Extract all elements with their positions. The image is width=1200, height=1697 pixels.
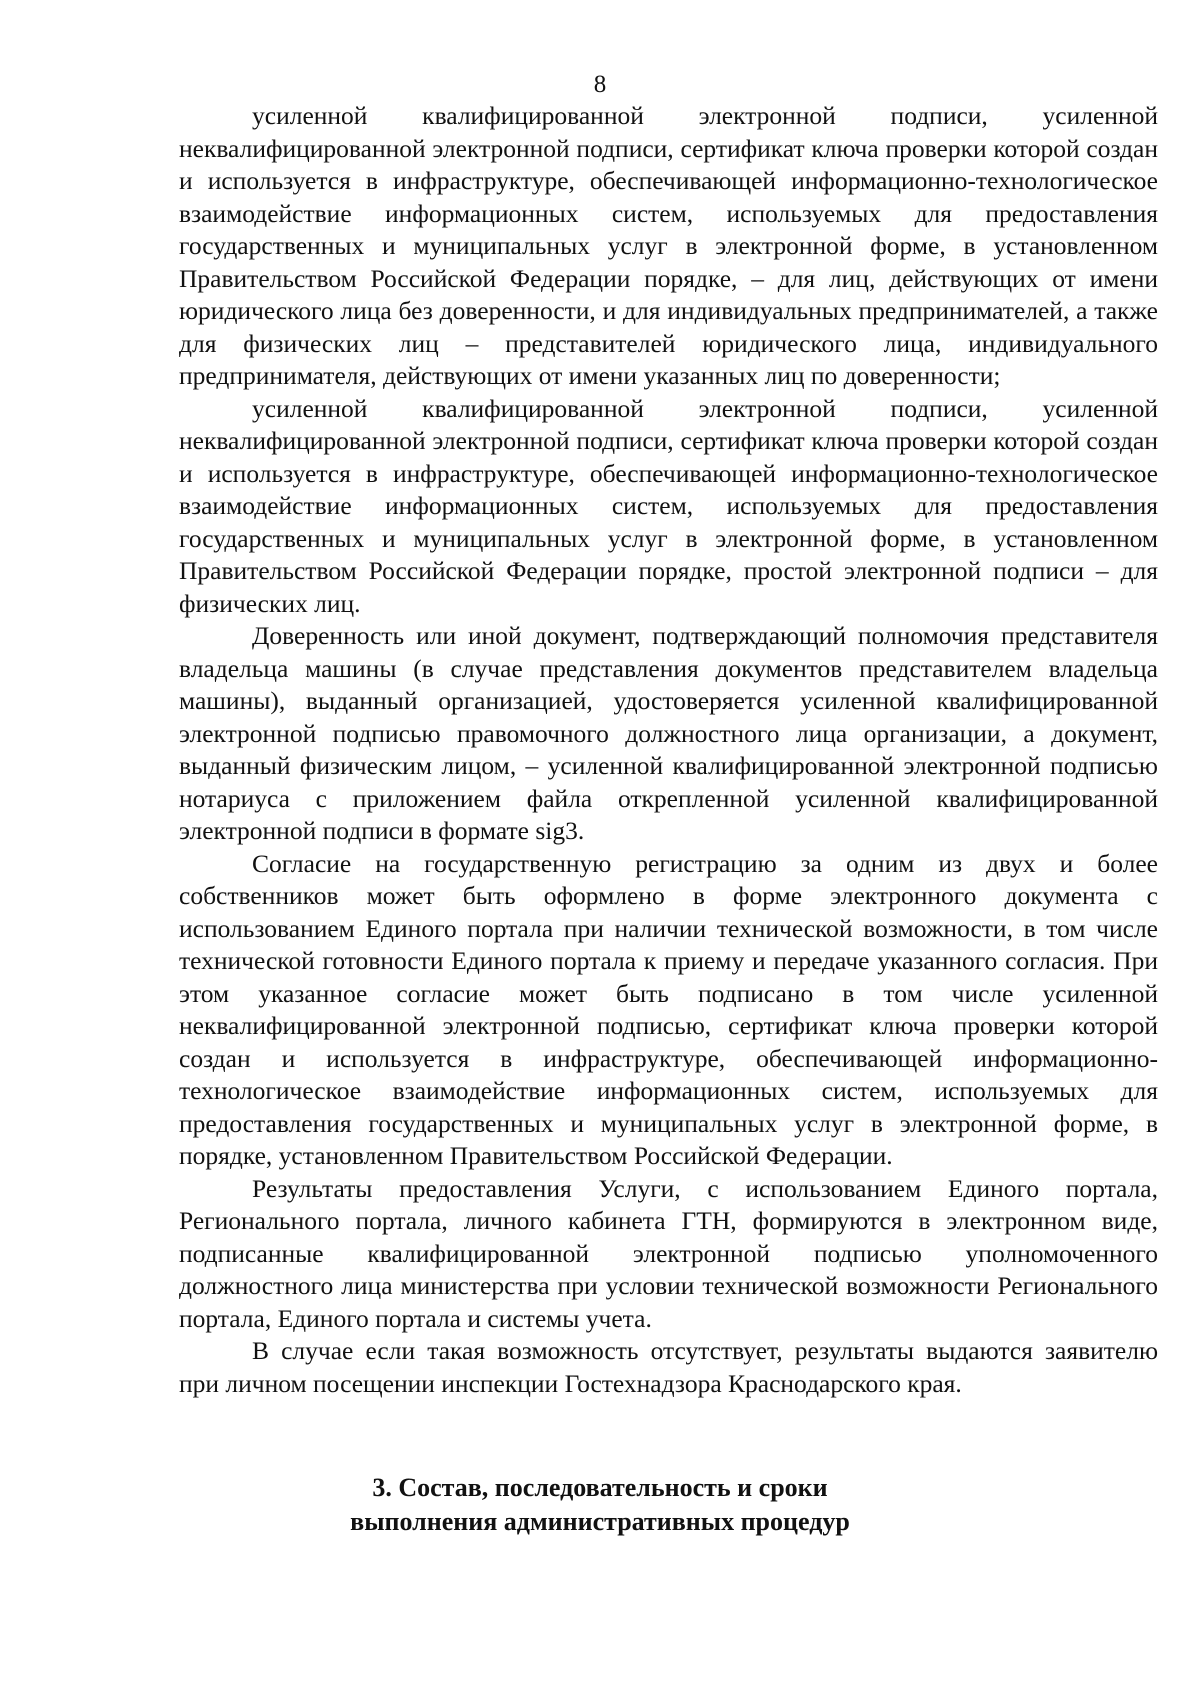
paragraph-service-results: Результаты предоставления Услуги, с использованием Единого портала, Регионального портала, личного кабинета ГТН, формируются в электронном виде, подписанные квалифицированной электронной подписью уполномоченного должностного лица министерства при условии технической возможности Регионального портала, Единого портала и системы учета. — [179, 1173, 1158, 1333]
body-text — [179, 100, 1158, 1400]
paragraph-registration-consent: Согласие на государственную регистрацию за одним из двух и более собственников может быть оформлено в форме электронного документа с использованием Единого портала при наличии технической возможности, в том числе технической готовности Единого портала к приему и передаче указанного согласия. При этом указанное согласие может быть подписано в том числе усиленной неквалифицированной электронной подписью, сертификат ключа проверки которой создан и используется в инфраструктуре, обеспечивающей информационно-технологическое взаимодействие информационных систем, используемых для предоставления государственных и муниципальных услуг в электронной форме, в порядке, установленном Правительством Российской Федерации. — [179, 848, 1158, 1170]
paragraph-signature-individuals: усиленной квалифицированной электронной подписи, усиленной неквалифицированной электронной подписи, сертификат ключа проверки которой создан и используется в инфраструктуре, обеспечивающей информационно-технологическое взаимодействие информационных систем, используемых для предоставления государственных и муниципальных услуг в электронной форме, в установленном Правительством Российской Федерации порядке, простой электронной подписи – для физических лиц. — [179, 393, 1158, 618]
section-heading-line-2: выполнения административных процедур — [350, 1507, 850, 1536]
section-heading — [0, 1471, 1200, 1539]
paragraph-signature-legal-entities: усиленной квалифицированной электронной подписи, усиленной неквалифицированной электронной подписи, сертификат ключа проверки которой создан и используется в инфраструктуре, обеспечивающей информационно-технологическое взаимодействие информационных систем, используемых для предоставления государственных и муниципальных услуг в электронной форме, в установленном Правительством Российской Федерации порядке, – для лиц, действующих от имени юридического лица без доверенности, и для индивидуальных предпринимателей, а также для физических лиц – представителей юридического лица, индивидуального предпринимателя, действующих от имени указанных лиц по доверенности; — [179, 101, 1158, 390]
paragraph-power-of-attorney: Доверенность или иной документ, подтверждающий полномочия представителя владельца машины (в случае представления документов представителем владельца машины), выданный организацией, удостоверяется усиленной квалифицированной электронной подписью правомочного должностного лица организации, а документ, выданный физическим лицом, – усиленной квалифицированной электронной подписью нотариуса с приложением файла открепленной усиленной квалифицированной электронной подписи в формате sig3. — [179, 621, 1158, 845]
section-heading-line-1: 3. Состав, последовательность и сроки — [372, 1473, 828, 1502]
page-number: 8 — [593, 71, 607, 98]
paragraph-in-person-issue: В случае если такая возможность отсутствует, результаты выдаются заявителю при личном посещении инспекции Гостехнадзора Краснодарского края. — [179, 1336, 1158, 1398]
